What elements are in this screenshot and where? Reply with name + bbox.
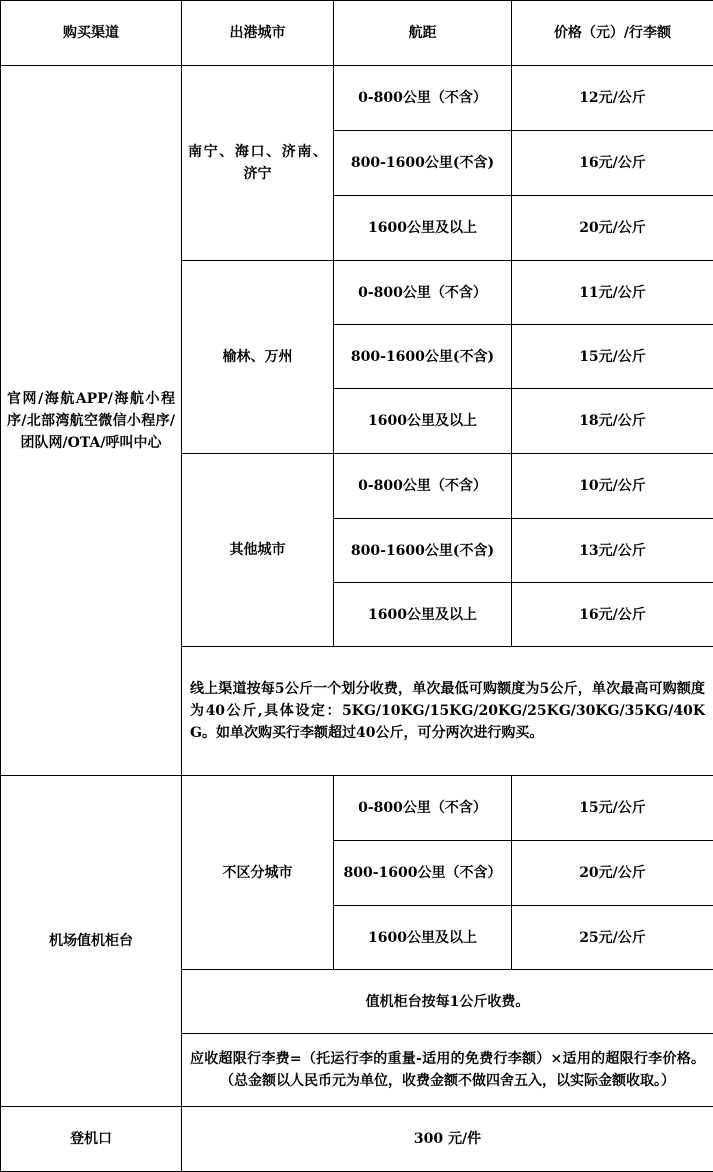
distance-cell: 800-1600公里(不含) — [334, 325, 512, 389]
header-city: 出港城市 — [182, 1, 334, 66]
airport-city-cell: 不区分城市 — [182, 776, 334, 970]
price-cell: 12元/公斤 — [512, 66, 713, 131]
price-cell: 11元/公斤 — [512, 261, 713, 325]
price-cell: 25元/公斤 — [512, 906, 713, 970]
distance-cell: 1600公里及以上 — [334, 196, 512, 261]
distance-cell: 800-1600公里(不含) — [334, 131, 512, 196]
airport-channel-cell: 机场值机柜台 — [1, 776, 182, 1107]
gate-channel-cell: 登机口 — [1, 1107, 182, 1172]
city-group-3: 其他城市 — [182, 454, 334, 647]
airport-note-2: 应收超限行李费=（托运行李的重量-适用的免费行李额）×适用的超限行李价格。（总金额以人民币元为单位，收费金额不做四舍五入，以实际金额收取。） — [182, 1034, 713, 1107]
price-cell: 15元/公斤 — [512, 776, 713, 841]
price-cell: 15元/公斤 — [512, 325, 713, 389]
price-cell: 10元/公斤 — [512, 454, 713, 519]
distance-cell: 1600公里及以上 — [334, 389, 512, 454]
distance-cell: 0-800公里（不含） — [334, 776, 512, 841]
distance-cell: 1600公里及以上 — [334, 583, 512, 647]
header-row — [1, 1, 713, 66]
price-cell: 16元/公斤 — [512, 583, 713, 647]
distance-cell: 800-1600公里(不含) — [334, 519, 512, 583]
price-cell: 20元/公斤 — [512, 841, 713, 906]
table-row — [1, 1107, 713, 1172]
online-channel-cell: 官网/海航APP/海航小程序/北部湾航空微信小程序/团队网/OTA/呼叫中心 — [1, 66, 182, 776]
distance-cell: 0-800公里（不含） — [334, 261, 512, 325]
price-cell: 20元/公斤 — [512, 196, 713, 261]
price-cell: 16元/公斤 — [512, 131, 713, 196]
distance-cell: 800-1600公里（不含） — [334, 841, 512, 906]
gate-price-cell: 300 元/件 — [182, 1107, 713, 1172]
header-price: 价格（元）/行李额 — [512, 1, 713, 66]
price-cell: 13元/公斤 — [512, 519, 713, 583]
city-group-2: 榆林、万州 — [182, 261, 334, 454]
airport-note-1: 值机柜台按每1公斤收费。 — [182, 970, 713, 1034]
distance-cell: 1600公里及以上 — [334, 906, 512, 970]
distance-cell: 0-800公里（不含） — [334, 454, 512, 519]
header-distance: 航距 — [334, 1, 512, 66]
city-group-1: 南宁、海口、济南、济宁 — [182, 66, 334, 261]
table-row — [1, 66, 713, 131]
distance-cell: 0-800公里（不含） — [334, 66, 512, 131]
online-note: 线上渠道按每5公斤一个划分收费，单次最低可购额度为5公斤，单次最高可购额度为40公斤,具体设定：5KG/10KG/15KG/20KG/25KG/30KG/35KG/40KG。如单次购买行李额超过40公斤，可分两次进行购买。 — [182, 647, 713, 776]
table-row — [1, 776, 713, 841]
header-channel: 购买渠道 — [1, 1, 182, 66]
price-cell: 18元/公斤 — [512, 389, 713, 454]
